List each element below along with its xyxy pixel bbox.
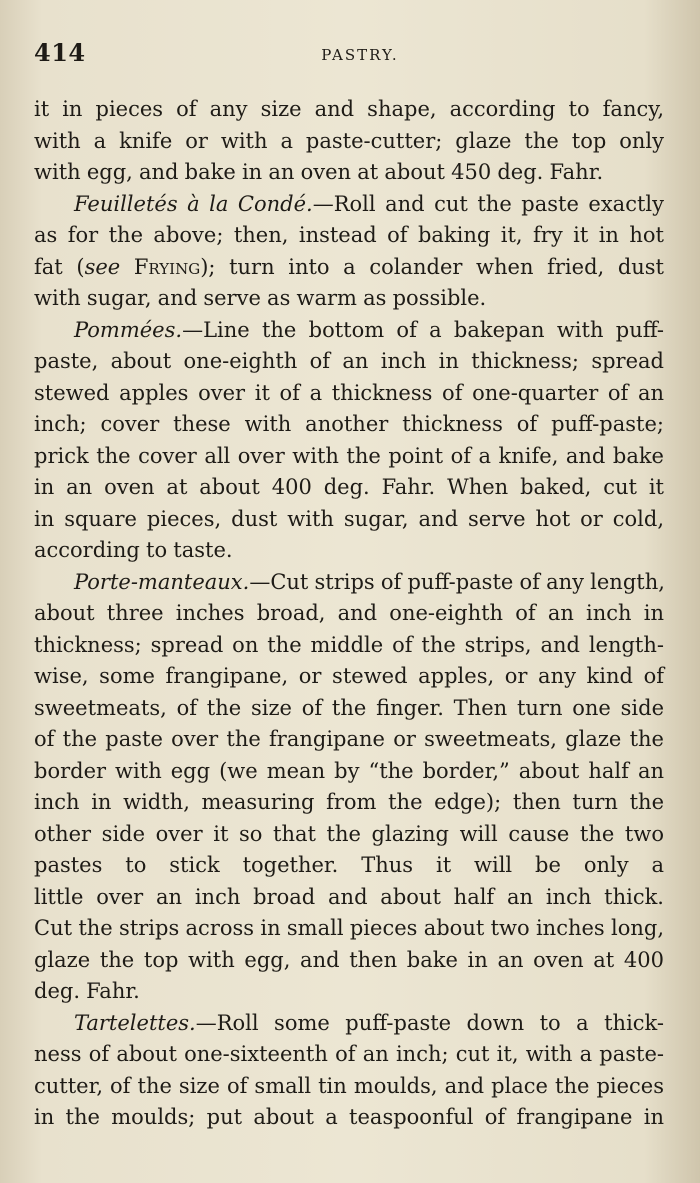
text-run: stewed apples over it of a thickness of one-quarter of an (34, 380, 664, 405)
text-run: thickness; spread on the middle of the strips, and length- (34, 632, 664, 657)
text-run: as for the above; then, instead of baking it, fry it in hot (34, 223, 664, 247)
page-number: 414 (34, 38, 86, 67)
text-line (34, 220, 664, 252)
text-line (34, 346, 664, 378)
text-line (34, 567, 664, 599)
text-run: cutter, of the size of small tin moulds, and place the pieces (34, 1073, 664, 1098)
body-text (34, 94, 664, 1134)
text-line (34, 1071, 664, 1103)
text-line (34, 724, 664, 756)
cross-reference: Frying (133, 254, 201, 279)
text-run: border with egg (we mean by “the border,” about half an (34, 758, 664, 783)
text-run: in square pieces, dust with sugar, and serve hot or cold, (34, 506, 664, 531)
text-line (34, 535, 664, 567)
text-run (120, 255, 134, 279)
text-line (34, 252, 664, 284)
text-run: ness of about one-sixteenth of an inch; cut it, with a paste- (34, 1042, 664, 1066)
text-run: in the moulds; put about a teaspoonful of frangipane in (34, 1105, 664, 1129)
text-run: ); turn into a colander when fried, dust (200, 254, 664, 279)
text-line (34, 598, 664, 630)
text-line (34, 94, 664, 126)
text-run: glaze the top with egg, and then bake in an oven at 400 (34, 947, 664, 972)
text-line (34, 504, 664, 536)
recipe-title: Porte-manteaux. (74, 569, 250, 594)
text-run: —Roll and cut the paste exactly (312, 191, 664, 216)
text-run: other side over it so that the glazing will cause the two (34, 821, 664, 846)
text-line (34, 693, 664, 725)
text-run: with a knife or with a paste-cutter; glaze the top only (34, 128, 664, 153)
recipe-title: Tartelettes. (74, 1010, 196, 1035)
text-run: paste, about one-eighth of an inch in thickness; spread (34, 349, 664, 373)
text-run: of the paste over the frangipane or sweetmeats, glaze the (34, 727, 664, 751)
text-line (34, 1008, 664, 1040)
text-line (34, 157, 664, 189)
text-line (34, 283, 664, 315)
text-line (34, 819, 664, 851)
text-run: little over an inch broad and about half an inch thick. (34, 884, 664, 909)
text-line (34, 315, 664, 347)
text-run: wise, some frangipane, or stewed apples, or any kind of (34, 664, 664, 688)
text-line (34, 787, 664, 819)
text-line (34, 913, 664, 945)
text-run: with sugar, and serve as warm as possible. (34, 286, 487, 310)
text-line (34, 1039, 664, 1071)
text-line (34, 661, 664, 693)
text-run: deg. Fahr. (34, 979, 140, 1003)
recipe-title: Feuilletés à la Condé. (74, 191, 313, 216)
text-run: according to taste. (34, 538, 233, 562)
text-run: with egg, and bake in an oven at about 450 deg. Fahr. (34, 160, 604, 184)
text-line (34, 630, 664, 662)
text-run: prick the cover all over with the point of a knife, and bake (34, 443, 664, 468)
recipe-title: see (84, 254, 121, 279)
text-line (34, 126, 664, 158)
text-run: fat ( (34, 254, 85, 279)
text-run: inch in width, measuring from the edge); then turn the (34, 790, 664, 814)
text-line (34, 976, 664, 1008)
text-run: —Cut strips of puff-paste of any length, (249, 569, 665, 594)
running-head: PASTRY. (321, 46, 399, 64)
text-run: Cut the strips across in small pieces about two inches long, (34, 916, 664, 940)
text-line (34, 409, 664, 441)
text-run: pastes to stick together. Thus it will be only a (34, 853, 664, 877)
text-line (34, 472, 664, 504)
text-line (34, 189, 664, 221)
text-line (34, 378, 664, 410)
text-run: —Roll some puff-paste down to a thick- (195, 1010, 664, 1035)
recipe-title: Pommées. (74, 317, 183, 342)
text-line (34, 756, 664, 788)
text-run: it in pieces of any size and shape, according to fancy, (34, 97, 664, 121)
text-line (34, 945, 664, 977)
text-line (34, 882, 664, 914)
text-run: —Line the bottom of a bakepan with puff- (182, 317, 664, 342)
text-run: about three inches broad, and one-eighth of an inch in (34, 601, 664, 625)
text-line (34, 1102, 664, 1134)
text-line (34, 441, 664, 473)
text-run: sweetmeats, of the size of the finger. Then turn one side (34, 695, 664, 720)
text-line (34, 850, 664, 882)
text-run: inch; cover these with another thickness of puff-paste; (34, 412, 664, 436)
text-run: in an oven at about 400 deg. Fahr. When baked, cut it (34, 475, 664, 499)
